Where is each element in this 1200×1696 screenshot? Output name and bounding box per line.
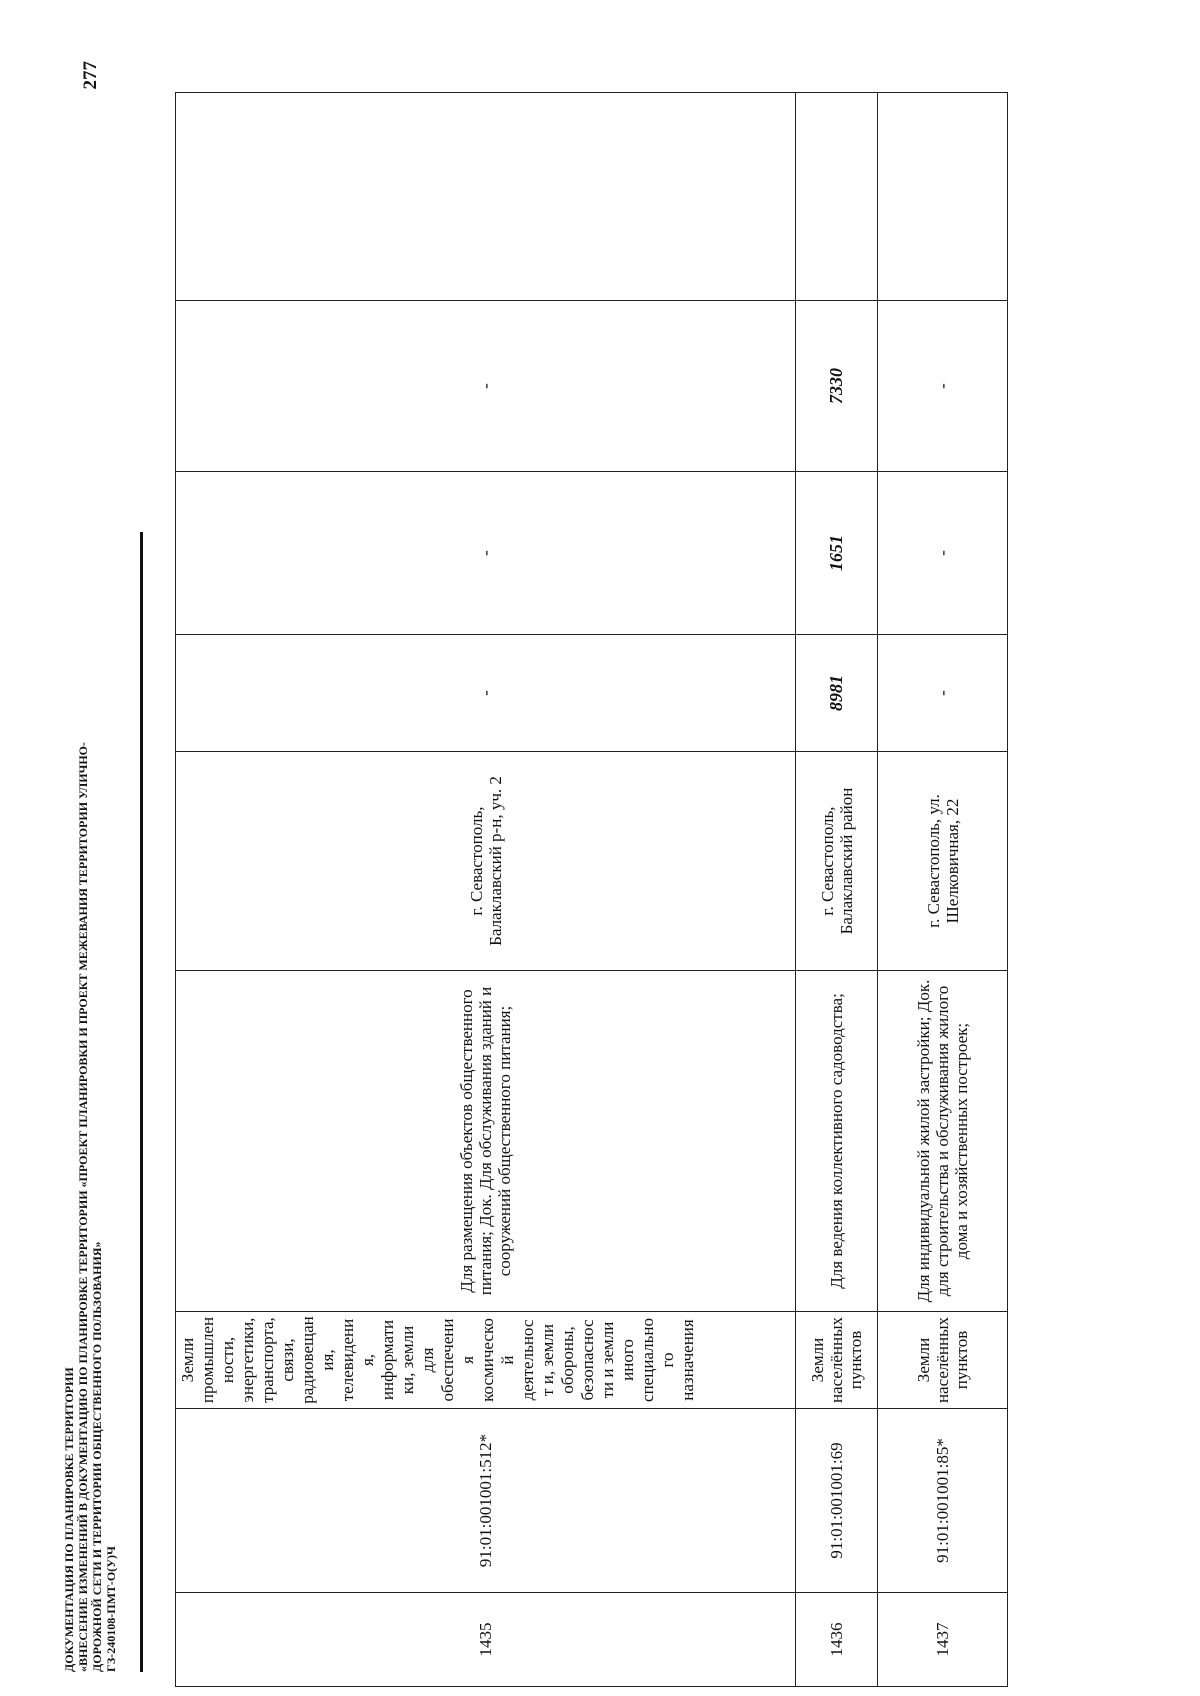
row-number: 1437: [878, 1593, 1008, 1687]
address: г. Севастополь, Балаклавский район: [796, 752, 878, 971]
area-value-2: -: [176, 472, 796, 635]
row-number: 1436: [796, 1593, 878, 1687]
land-category: Земли промышлен ности, энергетики, транспорта, связи, радиовещан ия, телевидени я, информати ки, земли для обеспечени я космическо й деятельност и, земли обороны, безопаснос ти и земли иного специально го назначения: [176, 1312, 796, 1409]
header-line-2: «ВНЕСЕНИЕ ИЗМЕНЕНИЙ В ДОКУМЕНТАЦИЮ ПО ПЛАНИРОВКЕ ТЕРРИТОРИИ «ПРОЕКТ ПЛАНИРОВКИ И ПРОЕКТ МЕЖЕВАНИЯ ТЕРРИТОРИИ УЛИЧНО-: [76, 741, 90, 1672]
header-line-1: ДОКУМЕНТАЦИЯ ПО ПЛАНИРОВКЕ ТЕРРИТОРИИ: [62, 1367, 76, 1672]
area-value-2: 1651: [796, 472, 878, 635]
permitted-use: Для размещения объектов общественного питания; Док. Для обслуживания зданий и сооружений общественного питания;: [176, 971, 796, 1312]
permitted-use: Для индивидуальной жилой застройки; Док. для строительства и обслуживания жилого дома и хозяйственных построек;: [878, 971, 1008, 1312]
area-value-3: 7330: [796, 301, 878, 472]
address: г. Севастополь, ул. Шелковичная, 22: [878, 752, 1008, 971]
address: г. Севастополь, Балаклавский р-н, уч. 2: [176, 752, 796, 971]
row-number: 1435: [176, 1593, 796, 1687]
land-category: Земли населённых пунктов: [796, 1312, 878, 1409]
table-row: [878, 93, 1008, 1687]
land-parcels-table: [175, 92, 1008, 1687]
area-value-3: -: [878, 301, 1008, 472]
land-category: Земли населённых пунктов: [878, 1312, 1008, 1409]
table-row: [176, 93, 796, 1687]
area-value-2: -: [878, 472, 1008, 635]
cadastral-number: 91:01:001001:512*: [176, 1409, 796, 1593]
area-value-1: -: [176, 635, 796, 752]
empty-cell: [878, 93, 1008, 301]
cadastral-number: 91:01:001001:69: [796, 1409, 878, 1593]
area-value-3: -: [176, 301, 796, 472]
table-row: [796, 93, 878, 1687]
header-line-4: ГЗ-240108-ПМТ-О(У)Ч: [104, 1546, 118, 1672]
area-value-1: 8981: [796, 635, 878, 752]
permitted-use: Для ведения коллективного садоводства;: [796, 971, 878, 1312]
area-value-1: -: [878, 635, 1008, 752]
empty-cell: [176, 93, 796, 301]
empty-cell: [796, 93, 878, 301]
document-header: [62, 52, 118, 1672]
cadastral-number: 91:01:001001:85*: [878, 1409, 1008, 1593]
header-line-3: ДОРОЖНОЙ СЕТИ И ТЕРРИТОРИИ ОБЩЕСТВЕННОГО ПОЛЬЗОВАНИЯ»: [90, 1241, 104, 1672]
page-number: 277: [80, 61, 101, 90]
header-rule: [140, 532, 143, 1672]
